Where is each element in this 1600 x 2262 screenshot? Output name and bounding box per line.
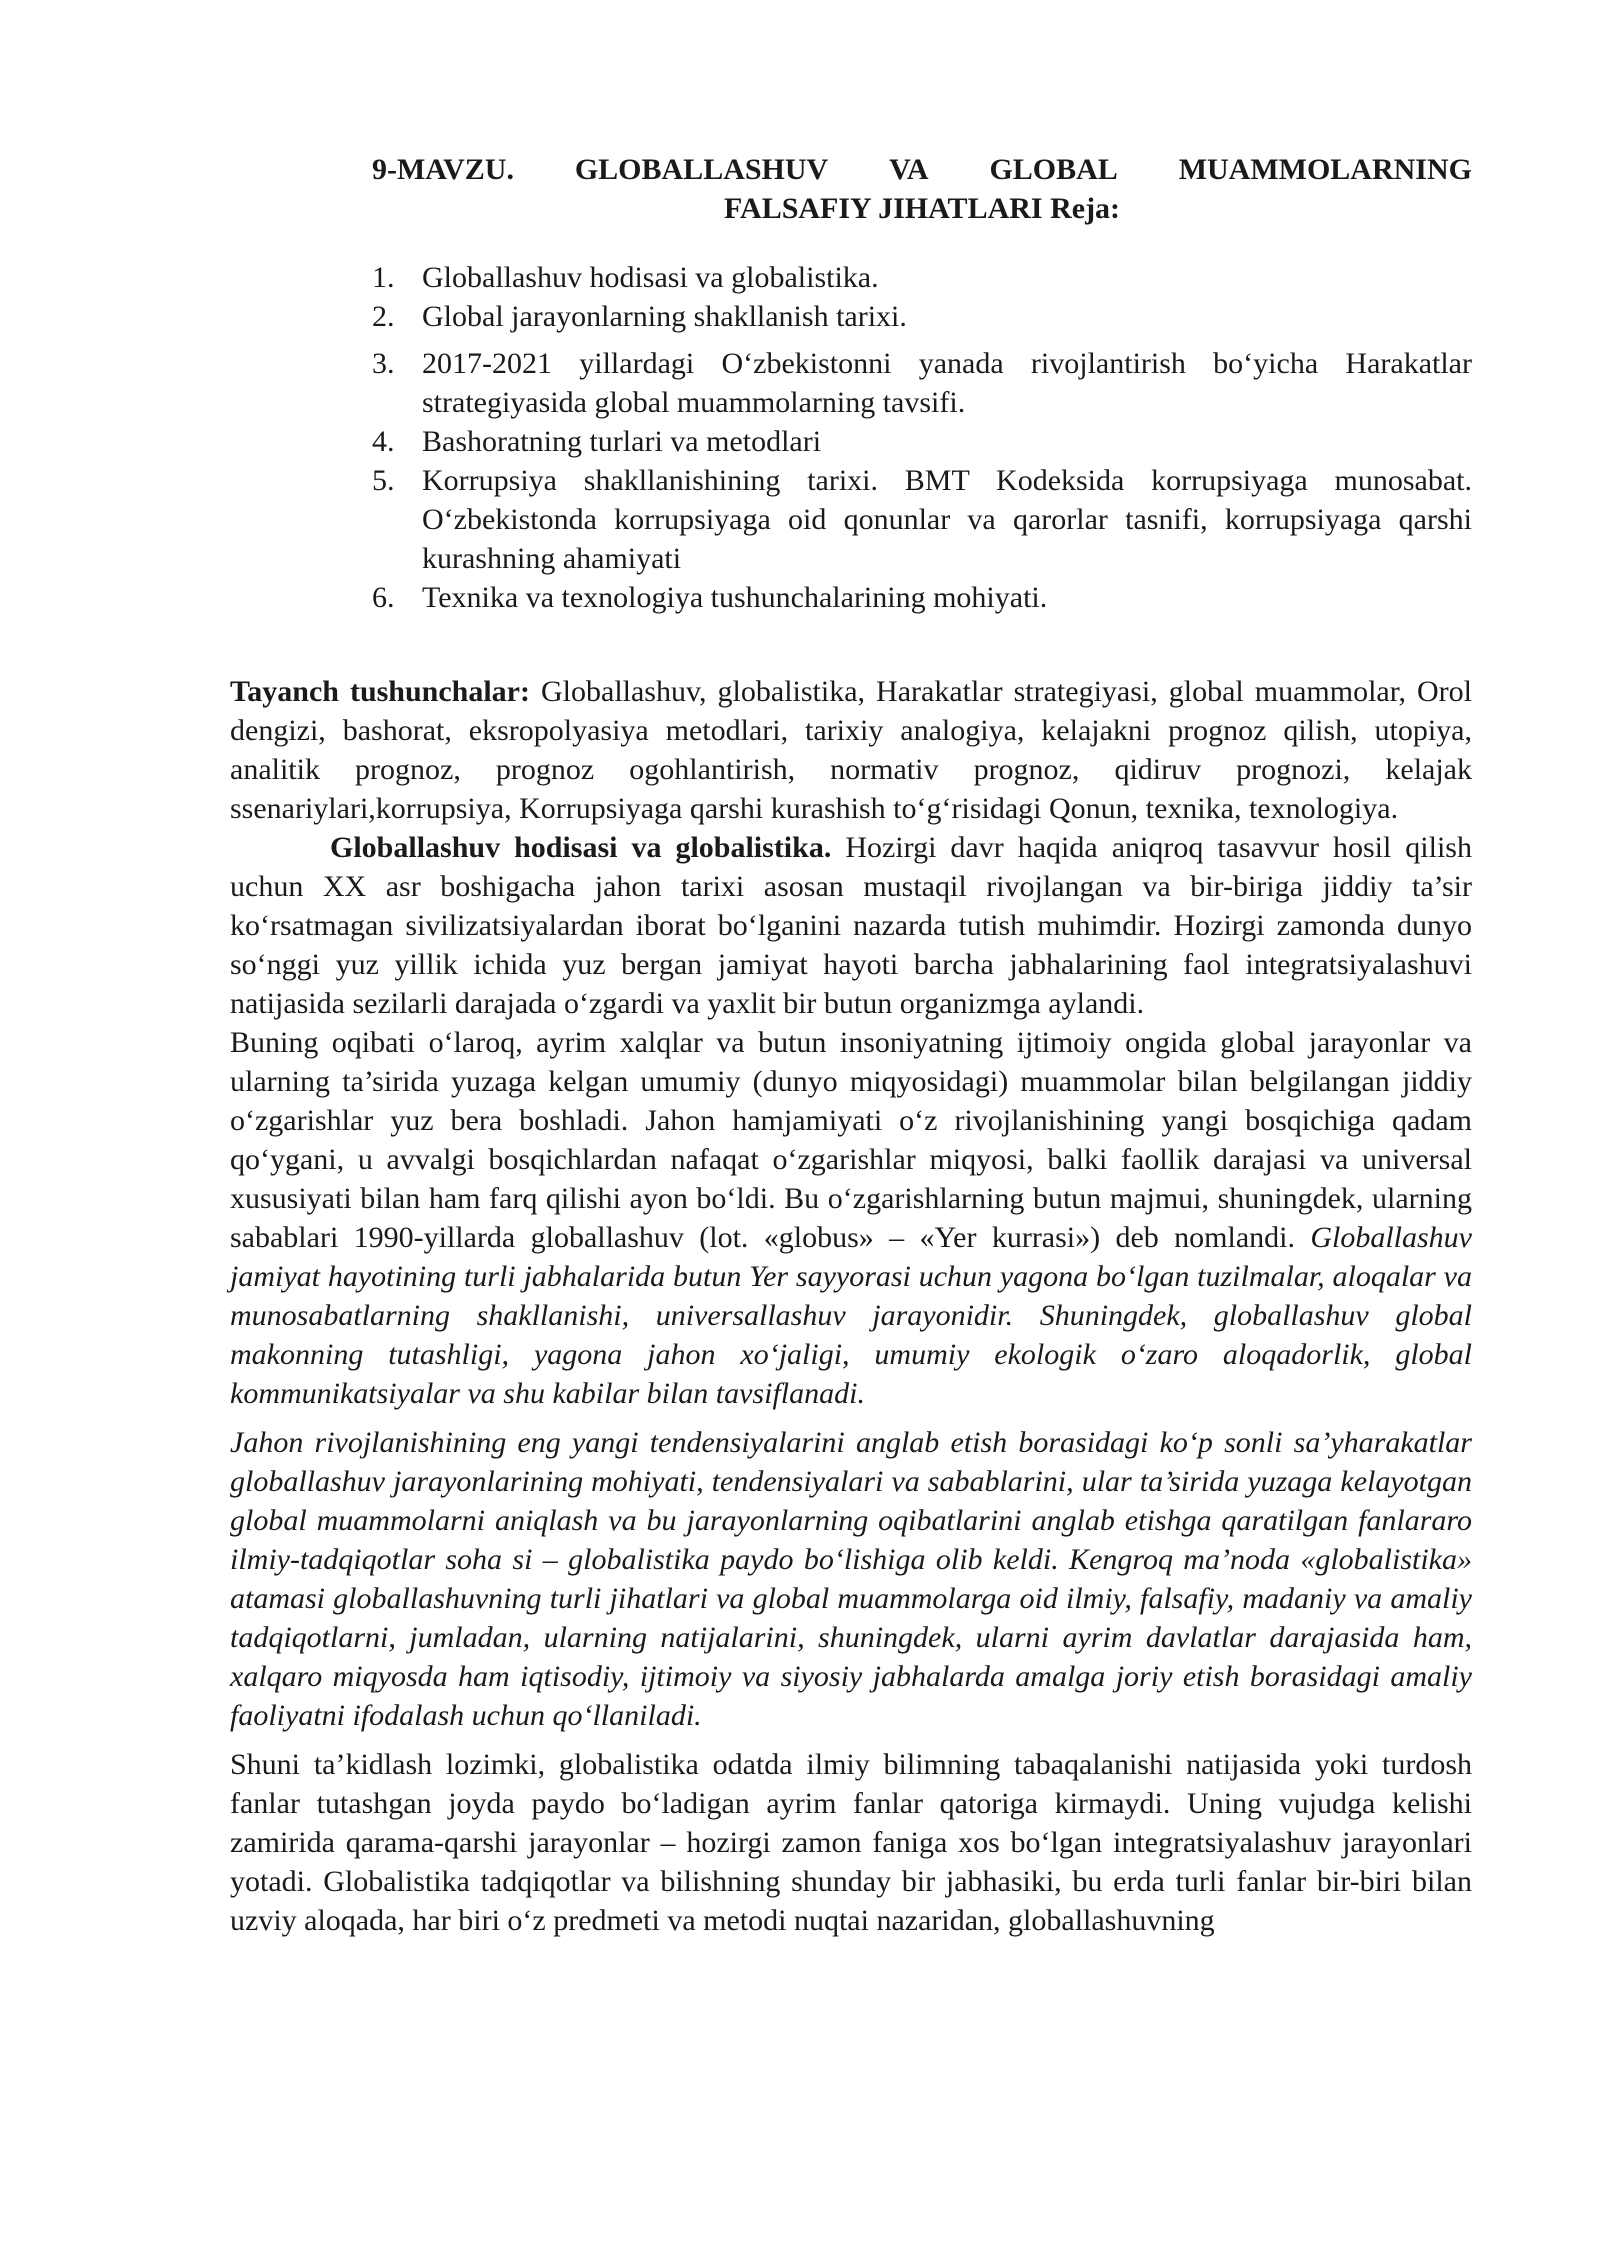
section-heading: Globallashuv hodisasi va globalistika. — [330, 831, 832, 864]
title-line-1 — [372, 150, 1472, 189]
plan-item — [372, 344, 1472, 422]
plan-item — [372, 297, 1472, 336]
plan-item-number: 2. — [372, 300, 395, 333]
plan-item — [372, 422, 1472, 461]
plan-item-text: Global jarayonlarning shakllanish tarixi. — [422, 300, 907, 333]
plan-item-number: 6. — [372, 581, 395, 614]
plan-item-text: Bashoratning turlari va metodlari — [422, 425, 822, 458]
paragraph-italic: Jahon rivojlanishining eng yangi tendensiyalarini anglab etish borasidagi ko‘p sonli sa’yharakatlar globallashuv jarayonlarining mohiyati, tendensiyalari va sabablarini, ular ta’sirida yuzaga kelayotgan global muammolarni aniqlash va bu jarayonlarning oqibatlarini anglab etishga qaratilgan fanlararo ilmiy-tadqiqotlar soha si – globalistika paydo bo‘lishiga olib keldi. Kengroq ma’noda «globalistika» atamasi globallashuvning turli jihatlari va global muammolarga oid ilmiy, falsafiy, madaniy va amaliy tadqiqotlarni, jumladan, ularning natijalarini, shuningdek, ularni ayrim davlatlar darajasida ham, xalqaro miqyosda ham iqtisodiy, ijtimoiy va siyosiy jabhalarda amalga joriy etish borasidagi amaliy faoliyatni ifodalash uchun qo‘llaniladi. — [230, 1426, 1472, 1732]
title-word: GLOBAL — [989, 153, 1118, 186]
paragraph: Shuni ta’kidlash lozimki, globalistika odatda ilmiy bilimning tabaqalanishi natijasida yoki turdosh fanlar tutashgan joyda paydo bo‘ladigan ayrim fanlar qatoriga kirmaydi. Uning vujudga kelishi zamirida qarama-qarshi jarayonlar – hozirgi zamon faniga xos bo‘lgan integratsiyalashuv jarayonlari yotadi. Globalistika tadqiqotlar va bilishning shunday bir jabhasiki, bu erda turli fanlar bir-biri bilan uzviy aloqada, har biri o‘z predmeti va metodi nuqtai nazaridan, globallashuvning — [230, 1748, 1472, 1937]
title-word: MUAMMOLARNING — [1178, 153, 1472, 186]
plan-item-text: Globallashuv hodisasi va globalistika. — [422, 261, 879, 294]
topic-number: 9-MAVZU. — [372, 153, 514, 186]
paragraph-text: Hozirgi davr haqida aniqroq tasavvur hosil qilish uchun XX asr boshigacha jahon tarixi asosan mustaqil rivojlangan va bir-biriga jiddiy ta’sir ko‘rsatmagan sivilizatsiyalardan iborat bo‘lganini nazarda tutish muhimdir. Hozirgi zamonda dunyo so‘nggi yuz yillik ichida yuz bergan jamiyat hayoti barcha jabhalarining faol integratsiyalashuvi natijasida sezilarli darajada o‘zgardi va yaxlit bir butun organizmga aylandi. — [230, 831, 1472, 1020]
key-terms-paragraph — [230, 672, 1472, 828]
plan-item-number: 3. — [372, 347, 395, 380]
plan-item-number: 5. — [372, 464, 395, 497]
plan-item-text: Texnika va texnologiya tushunchalarining mohiyati. — [422, 581, 1048, 614]
title-line-2: FALSAFIY JIHATLARI Reja: — [723, 192, 1121, 225]
plan-item — [372, 258, 1472, 297]
key-terms-label: Tayanch tushunchalar: — [230, 675, 530, 708]
plan-item-text: Korrupsiya shakllanishining tarixi. BMT Kodeksida korrupsiyaga munosabat. O‘zbekistonda korrupsiyaga oid qonunlar va qarorlar tasnifi, korrupsiyaga qarshi kurashning ahamiyati — [422, 464, 1472, 575]
plan-list — [372, 258, 1472, 617]
plan-item-text: 2017-2021 yillardagi O‘zbekistonni yanada rivojlantirish bo‘yicha Harakatlar strategiyasida global muammolarning tavsifi. — [422, 347, 1472, 419]
plan-item — [372, 578, 1472, 617]
plan-item — [372, 461, 1472, 578]
title-word: VA — [889, 153, 929, 186]
definition-italic: Globallashuv jamiyat hayotining turli jabhalarida butun Yer sayyorasi uchun yagona bo‘lgan tuzilmalar, aloqalar va munosabatlarning shakllanishi, universallashuv jarayonidir. Shuningdek, globallashuv global makonning tutashligi, yagona jahon xo‘jaligi, umumiy ekologik o‘zaro aloqadorlik, global kommunikatsiyalar va shu kabilar bilan tavsiflanadi. — [230, 1221, 1472, 1410]
body-text — [230, 672, 1472, 1940]
paragraph-text: Buning oqibati o‘laroq, ayrim xalqlar va butun insoniyatning ijtimoiy ongida global jarayonlar va ularning ta’sirida yuzaga kelgan umumiy (dunyo miqyosidagi) muammolar bilan belgilangan jiddiy o‘zgarishlar yuz bera boshladi. Jahon hamjamiyati o‘z rivojlanishining yangi bosqichiga qadam qo‘ygani, u avvalgi bosqichlardan nafaqat o‘zgarishlar miqyosi, balki faollik darajasi va universal xususiyati bilan ham farq qilishi ayon bo‘ldi. Bu o‘zgarishlarning butun majmui, shuningdek, ularning sabablari 1990-yillarda globallashuv (lot. «globus» – «Yer kurrasi») deb nomlandi. — [230, 1026, 1472, 1254]
paragraph — [230, 1023, 1472, 1413]
plan-item-number: 4. — [372, 425, 395, 458]
topic-title — [372, 150, 1472, 228]
title-word: GLOBALLASHUV — [574, 153, 829, 186]
plan-item-number: 1. — [372, 261, 395, 294]
key-terms-text: Globallashuv, globalistika, Harakatlar strategiyasi, global muammolar, Orol dengizi, bashorat, eksropolyasiya metodlari, tarixiy analogiya, kelajakni prognoz qilish, utopiya, analitik prognoz, prognoz ogohlantirish, normativ prognoz, qidiruv prognozi, kelajak ssenariylari,korrupsiya, Korrupsiyaga qarshi kurashish to‘g‘risidagi Qonun, texnika, texnologiya. — [230, 675, 1473, 825]
paragraph — [230, 828, 1472, 1023]
